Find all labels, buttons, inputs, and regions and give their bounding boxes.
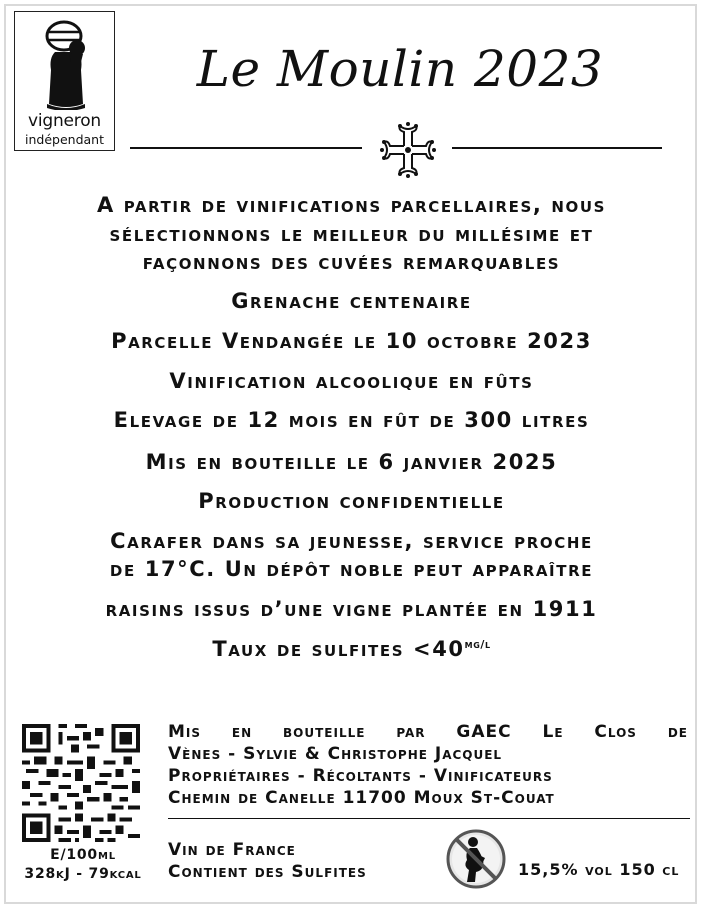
serving-line-1: Carafer dans sa jeunesse, service proche [110, 529, 593, 553]
sulfites-rate [0, 637, 703, 661]
qr-code-icon [22, 724, 140, 842]
winemaker-barrel-icon [43, 18, 89, 110]
vine-age: raisins issus d’une vigne plantée en 1911 [105, 597, 598, 621]
occitan-cross-icon [380, 122, 436, 178]
pregnancy-warning-icon [445, 828, 507, 890]
producer-line-1: Mis en bouteille par GAEC Le Clos de [168, 722, 688, 742]
energy-values: 328kJ - 79kcal [24, 866, 142, 882]
sulfites-label: Taux de sulfites <40 [212, 637, 465, 661]
wine-title: Le Moulin 2023 [196, 40, 604, 98]
aging: Elevage de 12 mois en fût de 300 litres [113, 408, 590, 432]
sulfites-unit: mg/l [464, 638, 491, 651]
production: Production confidentielle [198, 489, 505, 513]
serving-line-2: de 17°C. Un dépôt noble peut apparaître [109, 557, 594, 581]
energy-per-100ml: E/100ml [50, 847, 116, 863]
contains-sulfites: Contient des Sulfites [168, 862, 367, 882]
vin-de-france: Vin de France [168, 840, 296, 860]
title-rule-left [130, 147, 362, 149]
intro-line-2: sélectionnons le meilleur du millésime et [109, 222, 594, 246]
harvest-date: Parcelle Vendangée le 10 octobre 2023 [111, 329, 592, 353]
footer-divider [168, 818, 690, 819]
logo-line-2: indépendant [25, 132, 104, 147]
intro-line-3: façonnons des cuvées remarquables [142, 250, 561, 274]
vigneron-logo [14, 11, 115, 151]
bottling-date: Mis en bouteille le 6 janvier 2025 [145, 450, 558, 474]
grape-variety: Grenache centenaire [231, 289, 472, 313]
volume-info: 15,5% vol 150 cl [518, 860, 680, 879]
producer-line-4: Chemin de Canelle 11700 Moux St-Couat [168, 788, 555, 808]
vinification: Vinification alcoolique en fûts [169, 369, 534, 393]
producer-line-3: Propriétaires - Récoltants - Vinificateurs [168, 766, 553, 786]
producer-line-2: Vènes - Sylvie & Christophe Jacquel [168, 744, 503, 764]
title-rule-right [452, 147, 662, 149]
logo-line-1: vigneron [28, 111, 101, 131]
intro-line-1: A partir de vinifications parcellaires, nous [96, 193, 607, 217]
